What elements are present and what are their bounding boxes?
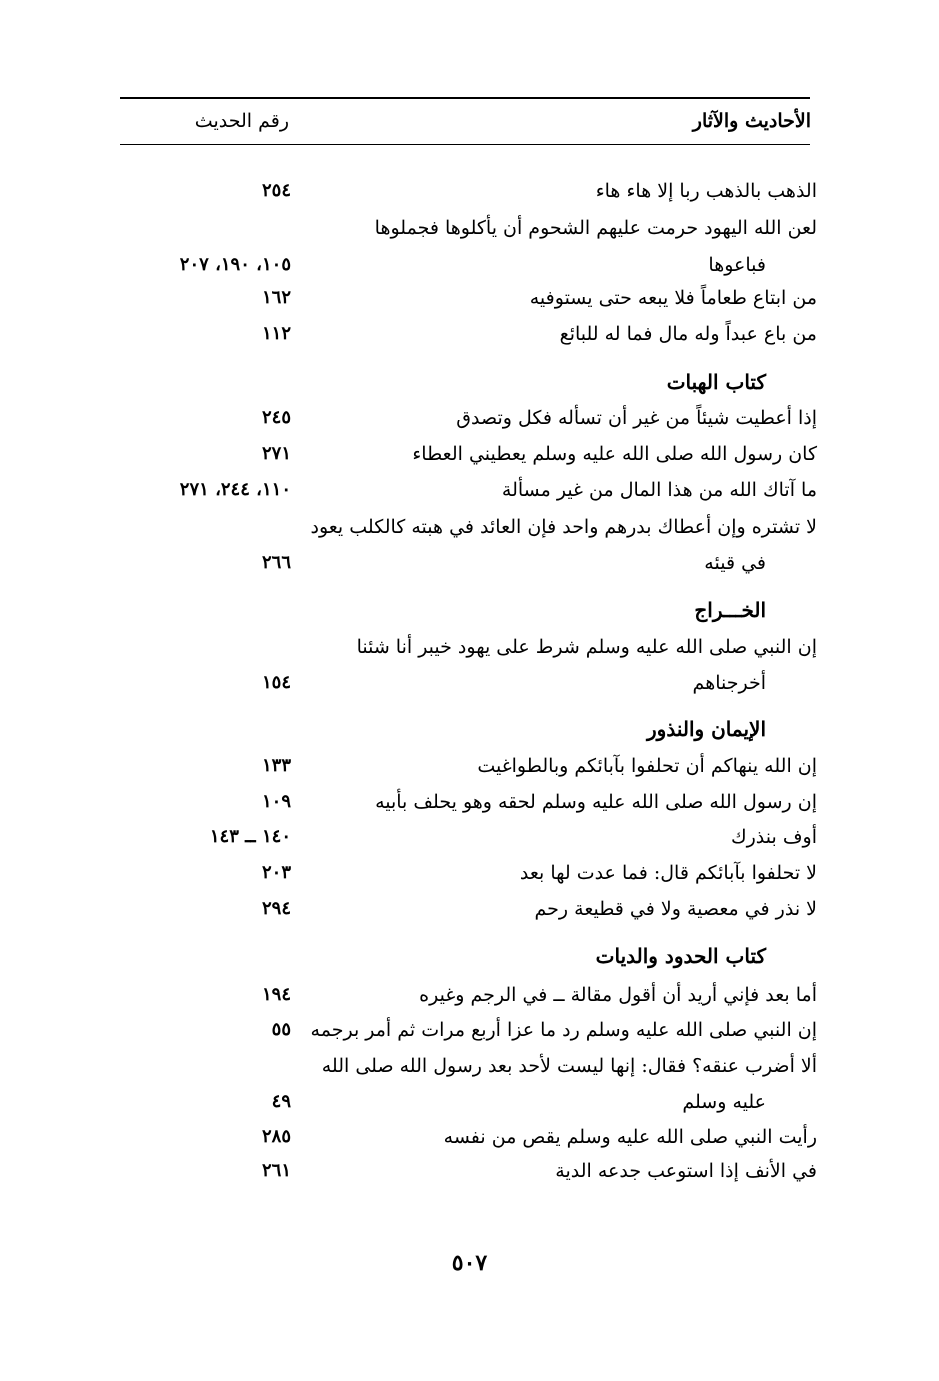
entry-text: لا نذر في معصية ولا في قطيعة رحم xyxy=(534,898,817,920)
entry-text: الذهب بالذهب ربا إلا هاء هاء xyxy=(595,180,817,202)
entry-ref: ١١٠، ٢٤٤، ٢٧١ xyxy=(179,479,291,500)
section-heading: الخـــراج xyxy=(694,598,766,622)
page-number: ٥٠٧ xyxy=(451,1250,488,1276)
entry-text: أما بعد فإني أريد أن أقول مقالة ــ في الرجم وغيره xyxy=(419,984,817,1006)
entry-text: لا تشتره وإن أعطاك بدرهم واحد فإن العائد في هبته كالكلب يعود xyxy=(310,516,817,538)
entry-ref: ١٤٠ ــ ١٤٣ xyxy=(209,826,291,847)
entry-text: فباعوها xyxy=(708,254,766,276)
entry-text: عليه وسلم xyxy=(682,1091,766,1113)
entry-text: من باع عبداً وله مال فما له للبائع xyxy=(559,323,817,345)
entry-ref: ٢٩٤ xyxy=(261,898,291,919)
entry-text: من ابتاع طعاماً فلا يبعه حتى يستوفيه xyxy=(529,287,817,309)
entry-text: إذا أعطيت شيئاً من غير أن تسأله فكل وتصدق xyxy=(456,407,817,429)
entry-ref: ١٠٩ xyxy=(261,791,291,812)
section-heading: كتاب الهبات xyxy=(666,370,766,394)
entry-text: إن النبي صلى الله عليه وسلم شرط على يهود خيبر أنا شئنا xyxy=(356,636,817,658)
header-number-column: رقم الحديث xyxy=(194,110,289,132)
entry-ref: ١٠٥، ١٩٠، ٢٠٧ xyxy=(179,254,291,275)
entry-ref: ٢٥٤ xyxy=(261,180,291,201)
entry-text: ما آتاك الله من هذا المال من غير مسألة xyxy=(501,479,817,501)
entry-text: رأيت النبي صلى الله عليه وسلم يقص من نفسه xyxy=(443,1126,817,1148)
entry-ref: ١٣٣ xyxy=(261,755,291,776)
entry-text: كان رسول الله صلى الله عليه وسلم يعطيني العطاء xyxy=(412,443,817,465)
entry-text: لعن الله اليهود حرمت عليهم الشحوم أن يأكلوها فجملوها xyxy=(374,217,817,239)
entry-text: في الأنف إذا استوعب جدعه الدية xyxy=(555,1160,817,1182)
entry-text: ألا أضرب عنقه؟ فقال: إنها ليست لأحد بعد رسول الله صلى الله xyxy=(321,1055,817,1077)
entry-ref: ٥٥ xyxy=(271,1019,291,1040)
header-top-rule xyxy=(120,97,810,99)
entry-ref: ١١٢ xyxy=(261,323,291,344)
entry-ref: ٢٠٣ xyxy=(261,862,291,883)
entry-ref: ٤٩ xyxy=(271,1091,291,1112)
entry-ref: ١٥٤ xyxy=(261,672,291,693)
entry-text: في قيئه xyxy=(704,552,766,574)
entry-text: أخرجناهم xyxy=(692,672,766,694)
section-heading: كتاب الحدود والديات xyxy=(595,944,766,968)
entry-ref: ٢٧١ xyxy=(261,443,291,464)
entry-ref: ١٩٤ xyxy=(261,984,291,1005)
entry-text: إن النبي صلى الله عليه وسلم رد ما عزا أربع مرات ثم أمر برجمه xyxy=(310,1019,817,1041)
entry-text: لا تحلفوا بآبائكم قال: فما عدت لها بعد xyxy=(519,862,817,884)
header-title: الأحاديث والآثار xyxy=(692,110,811,132)
entry-text: إن رسول الله صلى الله عليه وسلم لحقه وهو يحلف بأبيه xyxy=(375,791,817,813)
entry-ref: ٢٦٦ xyxy=(261,552,291,573)
header-bottom-rule xyxy=(120,144,810,145)
entry-ref: ٢٨٥ xyxy=(261,1126,291,1147)
entry-ref: ١٦٢ xyxy=(261,287,291,308)
entry-text: إن الله ينهاكم أن تحلفوا بآبائكم وبالطواغيت xyxy=(477,755,817,777)
section-heading: الإيمان والنذور xyxy=(647,717,766,741)
entry-ref: ٢٤٥ xyxy=(261,407,291,428)
entry-text: أوف بنذرك xyxy=(730,826,817,848)
entry-ref: ٢٦١ xyxy=(261,1160,291,1181)
